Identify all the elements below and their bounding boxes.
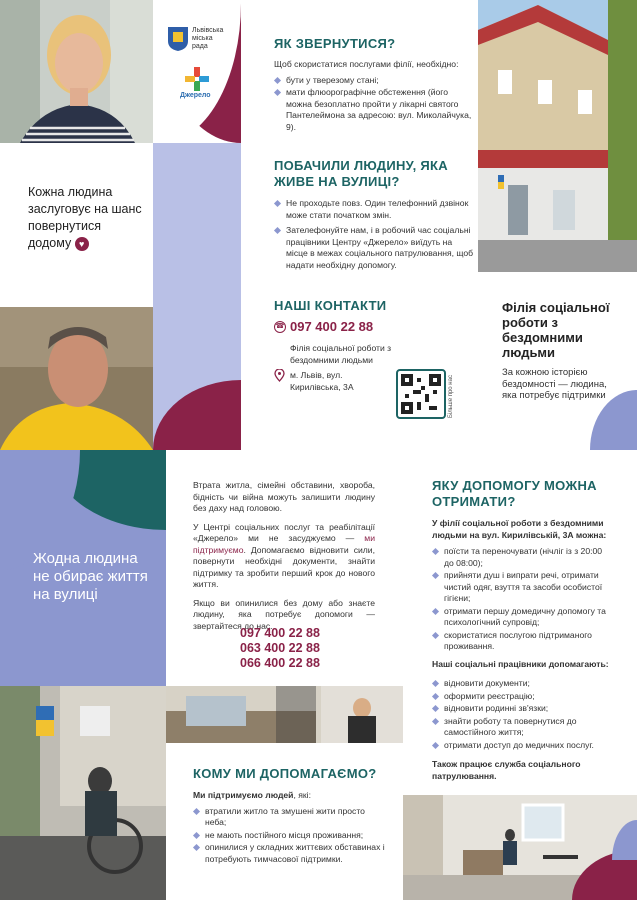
- location-icon: [274, 369, 285, 382]
- middle-para1: Втрата житла, сімейні обставини, хвороба, бідність чи війна можуть залишити людину без даху над головою.: [193, 480, 375, 513]
- middle-phone[interactable]: 066 400 22 88: [240, 656, 320, 670]
- saw-person-section: [274, 158, 474, 272]
- how-to-apply-intro: Щоб скористатися послугами філії, необхідно:: [274, 59, 459, 69]
- workers-list: [432, 678, 612, 751]
- list-item: бути у тверезому стані;: [274, 75, 474, 87]
- branch-subtitle: За кожною історією бездомності — людина, яка потребує підтримки: [502, 367, 607, 401]
- dzherelo-name: Джерело: [180, 92, 211, 99]
- help-list: [432, 546, 612, 653]
- branch-title: Філія соціальної роботи з бездомними людьми: [502, 300, 610, 360]
- slogan: Кожна людина заслуговує на шанс повернутися додому: [28, 185, 142, 250]
- list-item: поїсти та переночувати (нічліг із з 20:00 до 08:00);: [432, 546, 612, 569]
- whom-list: [193, 806, 388, 866]
- dzherelo-logo: [185, 67, 209, 91]
- whom-lead: [193, 790, 388, 802]
- middle-phone[interactable]: 097 400 22 88: [240, 626, 320, 640]
- phone-icon: ☎: [274, 321, 286, 333]
- qr-code[interactable]: [396, 369, 446, 419]
- slogan-text: [28, 184, 146, 252]
- list-item: не мають постійного місця проживання;: [193, 830, 388, 842]
- list-item: знайти роботу та повернутися до самостійного життя;: [432, 716, 612, 739]
- list-item: отримати доступ до медичних послуг.: [432, 740, 612, 752]
- how-to-apply-section: [274, 36, 474, 134]
- photo-man: [0, 307, 153, 450]
- middle-phones: [240, 626, 360, 671]
- list-item: Зателефонуйте нам, і в робочий час соціальні працівники Центру «Джерело» виїдуть на місце в межах соціального патрулювання, щоб надати необхідну допомогу.: [274, 225, 474, 271]
- saw-person-title: ПОБАЧИЛИ ЛЮДИНУ, ЯКА ЖИВЕ НА ВУЛИЦІ?: [274, 158, 448, 189]
- list-item: мати флюорографічне обстеження (його можна безоплатно пройти у лікарні святого Пантелеймона за адресою: вул. Миколайчука, 9).: [274, 87, 474, 133]
- contacts-address: м. Львів, вул. Кирилівська, 3А: [290, 370, 354, 392]
- how-to-apply-list: [274, 75, 474, 134]
- middle-text: [193, 480, 375, 632]
- middle-para3: Якщо ви опинилися без дому або знаєте людину, яка потребує допомоги — звертайтеся до нас.: [193, 597, 375, 631]
- photo-building: [478, 0, 637, 272]
- workers-title: Наші соціальні працівники допомагають:: [432, 658, 609, 669]
- middle-phone[interactable]: 063 400 22 88: [240, 641, 320, 655]
- photo-bedroom: [166, 686, 403, 743]
- city-logo: [167, 26, 189, 52]
- list-item: отримати першу домедичну допомогу та психологічний супровід;: [432, 606, 612, 629]
- list-item: скористатися послугою підтриманого проживання.: [432, 630, 612, 653]
- contacts-phone-row[interactable]: [274, 319, 474, 334]
- list-item: оформити реєстрацію;: [432, 691, 612, 703]
- contacts-office: Філія соціальної роботи з бездомними людьми: [290, 343, 392, 365]
- photo-woman: [0, 0, 153, 143]
- contacts-title: НАШІ КОНТАКТИ: [274, 298, 387, 313]
- whom-lead-rest: , які:: [293, 790, 311, 800]
- contacts-section: [274, 298, 474, 334]
- city-name: Львівська міська рада: [192, 27, 224, 50]
- photo-wheelchair: [0, 686, 166, 900]
- qr-caption: Більше про нас: [448, 375, 454, 418]
- whom-section: [193, 766, 388, 866]
- heart-icon: ♥: [75, 237, 89, 251]
- list-item: відновити документи;: [432, 678, 612, 690]
- patrol-note: Також працює служба соціального патрулювання.: [432, 759, 581, 781]
- help-section: [432, 478, 612, 782]
- middle-para2-highlight: ми підтримуємо: [193, 533, 375, 555]
- help-lead: У філії соціальної роботи з бездомними людьми на вул. Кирилівській, 3А можна:: [432, 518, 607, 540]
- middle-para2: [193, 522, 375, 591]
- list-item: відновити родинні зв'язки;: [432, 703, 612, 715]
- whom-lead-bold: Ми підтримуємо людей: [193, 790, 294, 800]
- how-to-apply-title: ЯК ЗВЕРНУТИСЯ?: [274, 36, 396, 51]
- banner-text: Жодна людина не обирає життя на вулиці: [33, 550, 148, 603]
- contacts-phone[interactable]: 097 400 22 88: [290, 319, 374, 334]
- middle-para2-pre: У Центрі соціальних послуг та реабілітації «Джерело» ми не засуджуємо —: [193, 521, 375, 543]
- list-item: Не проходьте повз. Один телефонний дзвінок може стати початком змін.: [274, 198, 474, 221]
- help-title: ЯКУ ДОПОМОГУ МОЖНА ОТРИМАТИ?: [432, 478, 597, 509]
- list-item: опинилися у складних життєвих обставинах і потребують тимчасової підтримки.: [193, 842, 388, 865]
- middle-para2-post: . Допомагаємо відновити сили, повернути необхідні документи, знайти підтримку та зробити перший крок до нового життя.: [193, 544, 375, 589]
- saw-person-list: [274, 198, 474, 271]
- list-item: втратили житло та змушені жити просто неба;: [193, 806, 388, 829]
- list-item: прийняти душ і випрати речі, отримати чистий одяг, взуття та засоби особистої гігієни;: [432, 570, 612, 605]
- whom-title: КОМУ МИ ДОПОМАГАЄМО?: [193, 766, 377, 781]
